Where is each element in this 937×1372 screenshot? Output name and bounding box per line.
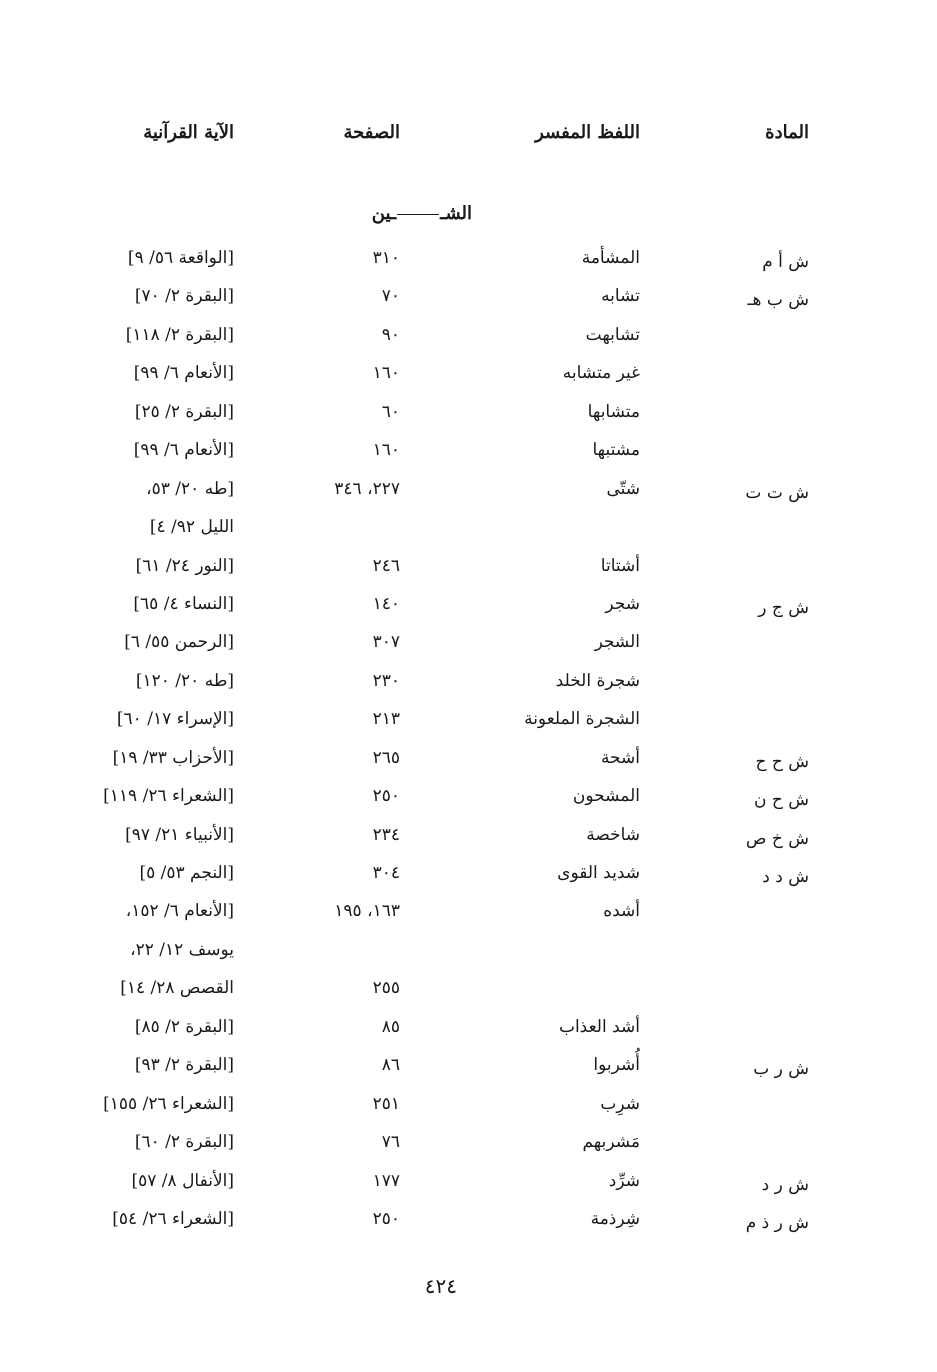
cell-page: ١٦٣، ١٩٥ [334, 901, 400, 921]
section-title [372, 203, 472, 224]
cell-root: ش ر ذ م [745, 1213, 809, 1233]
cell-word: المشحون [572, 786, 640, 806]
cell-verse: [النور ٢٤/ ٦١] [135, 556, 234, 576]
cell-word: شجر [605, 594, 640, 614]
cell-page: ٢٥٠ [372, 1209, 400, 1229]
cell-word: مَشربهم [582, 1132, 640, 1152]
cell-page: ٢٦٥ [372, 748, 400, 768]
cell-verse: [طه ٢٠/ ١٢٠] [135, 671, 234, 691]
cell-page: ٣١٠ [372, 248, 400, 268]
cell-verse: [النجم ٥٣/ ٥] [139, 863, 234, 883]
header-verse: الآية القرآنية [143, 122, 234, 143]
cell-page: ٣٠٤ [372, 863, 400, 883]
cell-root: ش د د [762, 867, 809, 887]
cell-verse: [الأحزاب ٣٣/ ١٩] [112, 748, 234, 768]
cell-page: ٢٤٦ [372, 556, 400, 576]
cell-verse: [النساء ٤/ ٦٥] [133, 594, 234, 614]
cell-root: ش ر د [761, 1175, 809, 1195]
cell-verse: [طه ٢٠/ ٥٣، [146, 479, 234, 499]
cell-verse: [الأنبياء ٢١/ ٩٧] [125, 825, 234, 845]
cell-verse: [الواقعة ٥٦/ ٩] [127, 248, 234, 268]
cell-page: ٢٢٧، ٣٤٦ [334, 479, 400, 499]
cell-page: ٧٦ [381, 1132, 400, 1152]
cell-verse: [الرحمن ٥٥/ ٦] [124, 632, 234, 652]
cell-page: ١٦٠ [372, 363, 400, 383]
cell-word: شاخصة [586, 825, 640, 845]
kashida-line [397, 214, 439, 215]
page-number: ٤٢٤ [424, 1274, 457, 1298]
cell-page: ٢١٣ [372, 709, 400, 729]
cell-verse: الليل ٩٢/ ٤] [149, 517, 234, 537]
cell-page: ٧٠ [381, 286, 400, 306]
cell-verse: [الأنعام ٦/ ٩٩] [133, 363, 234, 383]
cell-word: شجرة الخلد [555, 671, 640, 691]
cell-page: ٢٥٠ [372, 786, 400, 806]
cell-verse: [البقرة ٢/ ٨٥] [134, 1017, 234, 1037]
section-title-start: الشـ [440, 203, 472, 224]
cell-page: ١٦٠ [372, 440, 400, 460]
cell-word: متشابها [587, 402, 640, 422]
cell-root: ش ر ب [753, 1059, 809, 1079]
cell-root: ش ت ت [745, 483, 809, 503]
cell-root: ش أ م [762, 252, 809, 272]
cell-verse: [البقرة ٢/ ٢٥] [134, 402, 234, 422]
cell-verse: يوسف ١٢/ ٢٢، [130, 940, 234, 960]
cell-word: مشتبها [592, 440, 640, 460]
cell-verse: [الأنفال ٨/ ٥٧] [131, 1171, 234, 1191]
cell-verse: [البقرة ٢/ ٧٠] [134, 286, 234, 306]
cell-root: ش ح ن [753, 790, 809, 810]
cell-page: ٢٥٥ [372, 978, 400, 998]
cell-verse: القصص ٢٨/ ١٤] [120, 978, 234, 998]
cell-verse: [الإسراء ١٧/ ٦٠] [116, 709, 234, 729]
cell-word: تشابه [601, 286, 640, 306]
cell-page: ٩٠ [381, 325, 400, 345]
cell-word: تشابهت [585, 325, 640, 345]
cell-verse: [الشعراء ٢٦/ ٥٤] [112, 1209, 234, 1229]
cell-page: ٨٥ [381, 1017, 400, 1037]
cell-page: ٣٠٧ [372, 632, 400, 652]
cell-root: ش ب هـ [747, 290, 809, 310]
cell-word: المشأمة [581, 248, 640, 268]
cell-verse: [البقرة ٢/ ١١٨] [125, 325, 234, 345]
cell-root: ش ح ح [755, 752, 809, 772]
cell-word: شرِب [600, 1094, 640, 1114]
header-page: الصفحة [343, 122, 400, 143]
cell-page: ٦٠ [381, 402, 400, 422]
cell-word: شِرذمة [590, 1209, 640, 1229]
section-title-end: ـين [371, 203, 397, 224]
cell-page: ٨٦ [381, 1055, 400, 1075]
cell-page: ٢٣٤ [372, 825, 400, 845]
cell-word: شرِّد [608, 1171, 640, 1191]
cell-word: شتّى [606, 479, 640, 499]
cell-word: أشده [603, 901, 640, 921]
cell-word: الشجرة الملعونة [524, 709, 640, 729]
cell-word: أشحة [600, 748, 640, 768]
cell-page: ١٤٠ [372, 594, 400, 614]
cell-root: ش خ ص [745, 829, 809, 849]
header-word: اللفظ المفسر [535, 122, 640, 143]
cell-verse: [الشعراء ٢٦/ ١١٩] [103, 786, 234, 806]
cell-word: شديد القوى [557, 863, 640, 883]
cell-word: أشتاتا [600, 556, 640, 576]
cell-verse: [البقرة ٢/ ٩٣] [134, 1055, 234, 1075]
cell-word: أشد العذاب [558, 1017, 640, 1037]
cell-verse: [الأنعام ٦/ ١٥٢، [125, 901, 234, 921]
cell-page: ٢٥١ [372, 1094, 400, 1114]
cell-page: ٢٣٠ [372, 671, 400, 691]
cell-word: أُشربوا [593, 1055, 640, 1075]
cell-verse: [الأنعام ٦/ ٩٩] [133, 440, 234, 460]
cell-word: الشجر [594, 632, 640, 652]
cell-verse: [الشعراء ٢٦/ ١٥٥] [103, 1094, 234, 1114]
cell-page: ١٧٧ [372, 1171, 400, 1191]
cell-word: غير متشابه [562, 363, 640, 383]
cell-verse: [البقرة ٢/ ٦٠] [134, 1132, 234, 1152]
header-root: المادة [765, 122, 809, 143]
cell-root: ش ج ر [758, 598, 809, 618]
